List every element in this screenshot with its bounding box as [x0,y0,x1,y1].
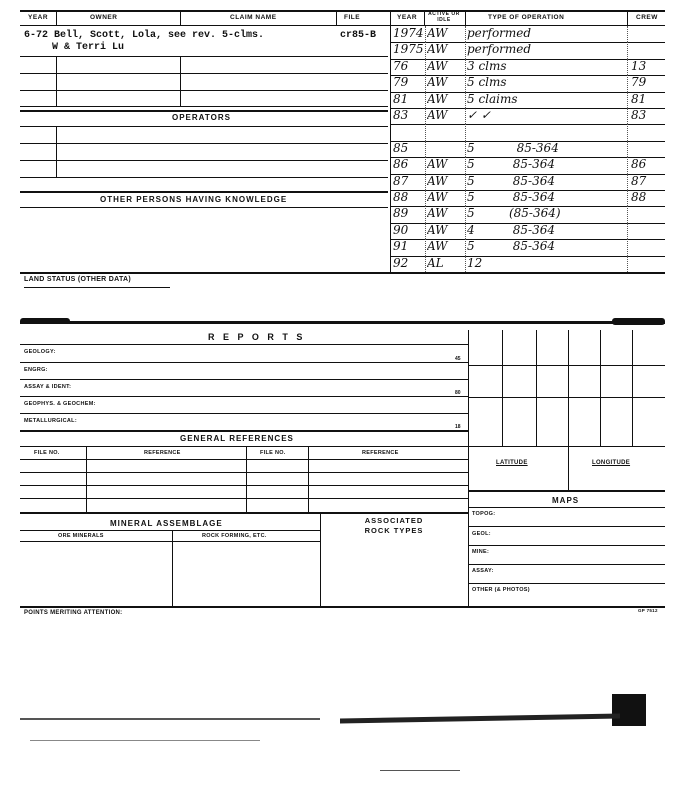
reports-line [20,430,468,432]
assay-num: 80 [455,390,461,396]
activity-status: AW [427,91,448,106]
activity-type: performed [467,26,532,40]
activity-crew: 13 [631,58,647,73]
activity-status: AL [427,255,444,270]
activity-crew: 79 [631,75,647,90]
mine-label: MINE: [472,549,490,555]
header-type-of-operation: TYPE OF OPERATION [488,14,565,21]
points-label: POINTS MERITING ATTENTION: [24,610,123,616]
activity-col-line [627,190,628,206]
maps-line [468,526,665,527]
activity-crew: 83 [631,108,647,122]
activity-type: 4 85-364 [467,222,556,237]
activity-status: AW [427,108,448,122]
activity-row [391,108,665,125]
activity-bottom [20,272,665,274]
activity-col-line [425,59,426,75]
grid-col [600,330,601,446]
activity-col-line [465,75,466,91]
owner-row-line [20,106,388,107]
owner-col-line [56,56,57,106]
grid-col [632,330,633,446]
latlong-sep [568,446,569,490]
activity-row [391,75,665,92]
engrg-label: ENGRG: [24,367,48,373]
activity-col-line [465,157,466,173]
scan-streak [20,718,320,720]
activity-type: 3 clms [467,58,507,73]
assay-label: ASSAY & IDENT: [24,384,72,390]
header-year: YEAR [28,14,49,21]
geol-label: GEOL: [472,531,491,537]
latitude-label: LATITUDE [496,460,528,466]
sep [336,10,337,26]
geology-label: GEOLOGY: [24,349,56,355]
grid-col [568,330,569,446]
maps-title: MAPS [552,496,580,505]
owner-row-line [20,73,388,74]
general-references-title: GENERAL REFERENCES [180,434,294,443]
activity-type: 5 clms [467,75,507,90]
activity-row [391,157,665,174]
activity-col-line [627,239,628,255]
activity-col-line [465,42,466,58]
bar-blot-left [20,318,70,324]
activity-year: 89 [393,206,409,221]
scan-streak [380,770,460,771]
activity-col-line [465,256,466,272]
activity-year: 1975 [393,42,424,57]
activity-year: 81 [393,91,409,106]
activity-year: 1974 [393,26,424,40]
activity-status: AW [427,26,448,40]
scan-streak [340,714,620,724]
activity-status: AW [427,206,448,221]
file-entry: cr85-B [340,30,377,41]
activity-year: 83 [393,108,409,122]
ref-bottom [20,512,468,514]
activity-year: 79 [393,75,409,90]
metal-num: 18 [455,424,461,430]
activity-col-line [627,42,628,58]
activity-status: AW [427,173,448,188]
activity-col-line [627,108,628,124]
operators-top [20,110,388,112]
top-border [20,10,665,12]
maps-line [468,583,665,584]
activity-row [391,190,665,207]
activity-type: 5 85-364 [467,140,559,155]
activity-col-line [425,157,426,173]
operators-col [56,126,57,177]
header-year-2: YEAR [397,14,418,21]
activity-row [391,256,665,273]
ref-reference: REFERENCE [144,450,181,456]
activity-col-line [465,92,466,108]
activity-col-line [627,124,628,140]
activity-col-line [627,223,628,239]
activity-col-line [465,124,466,140]
activity-row [391,239,665,256]
points-top [20,606,665,608]
activity-row [391,42,665,59]
geophys-label: GEOPHYS. & GEOCHEM: [24,401,96,407]
other-persons-title: OTHER PERSONS HAVING KNOWLEDGE [100,195,288,204]
activity-col-line [465,190,466,206]
mineral-col [320,512,321,606]
activity-col-line [465,174,466,190]
sep [424,10,425,26]
scan-streak [30,740,260,741]
activity-year: 76 [393,58,409,73]
ref-line [20,446,468,447]
topog-label: TOPOG: [472,511,496,517]
activity-year: 90 [393,222,409,237]
activity-col-line [425,174,426,190]
activity-col-line [425,190,426,206]
reports-line [20,344,468,345]
activity-row [391,206,665,223]
activity-col-line [425,108,426,124]
reports-line [20,396,468,397]
activity-col-line [425,141,426,157]
ref-file-no: FILE NO. [34,450,60,456]
ref-reference-2: REFERENCE [362,450,399,456]
activity-row [391,92,665,109]
maps-top [468,490,665,492]
activity-status: AW [427,58,448,73]
associated-rock-types-title: ASSOCIATED ROCK TYPES [364,516,424,535]
other-persons-line [20,207,388,208]
operators-line [20,160,388,161]
activity-col-line [627,141,628,157]
owner-line-2: W & Terri Lu [52,42,125,53]
reports-line [20,379,468,380]
bar-blot-right [612,318,665,325]
ref-col [246,446,247,512]
activity-year: 85 [393,140,409,155]
activity-col-line [425,42,426,58]
activity-status: AW [427,222,448,237]
activity-year: 86 [393,157,409,172]
land-status-underline [24,287,170,288]
activity-status: AW [427,190,448,204]
other-persons-top [20,191,388,193]
activity-status: AW [427,75,448,90]
sep [56,10,57,26]
header-claim-name: CLAIM NAME [230,14,277,21]
longitude-label: LONGITUDE [592,460,631,466]
reports-title: R E P O R T S [208,332,306,342]
activity-year: 92 [393,255,409,270]
activity-col-line [425,239,426,255]
ref-col [308,446,309,512]
activity-col-line [425,124,426,140]
operators-title: OPERATORS [172,113,231,122]
mineral-assemblage-title: MINERAL ASSEMBLAGE [110,519,223,528]
activity-crew: 88 [631,190,647,204]
activity-col-line [627,206,628,222]
grid-col [536,330,537,446]
sep [627,10,628,26]
owner-row-line [20,90,388,91]
activity-type: 5 85-364 [467,190,556,204]
activity-type: 12 [467,255,483,270]
reports-line [20,362,468,363]
other-photos-label: OTHER (& PHOTOS) [472,587,530,593]
owner-line-1: 6-72 Bell, Scott, Lola, see rev. 5-clms. [24,30,265,41]
activity-status: AW [427,239,448,254]
land-status-title: LAND STATUS (OTHER DATA) [24,276,132,283]
activity-row [391,141,665,158]
maps-line [468,507,665,508]
activity-col-line [425,26,426,42]
activity-col-line [465,26,466,42]
activity-crew: 87 [631,173,647,188]
reports-top-bar [20,321,665,324]
activity-col-line [465,108,466,124]
activity-col-line [425,75,426,91]
activity-col-line [465,223,466,239]
reports-line [20,413,468,414]
form-number: GP 7512 [638,608,658,613]
sep [465,10,466,26]
activity-col-line [627,26,628,42]
activity-col-line [465,239,466,255]
activity-row [391,174,665,191]
assay-map-label: ASSAY: [472,568,494,574]
activity-type: 5 85-364 [467,239,556,254]
grid-row [468,365,665,366]
operators-line [20,126,388,127]
grid-col [502,330,503,446]
ref-line [20,498,468,499]
mineral-line [20,530,320,531]
metallurgical-label: METALLURGICAL: [24,418,77,424]
operators-line [20,143,388,144]
activity-col-line [465,206,466,222]
operators-line [20,177,388,178]
activity-col-line [425,92,426,108]
mineral-line [20,541,320,542]
activity-col-line [465,141,466,157]
owner-row-line [20,56,388,57]
ref-line [20,459,468,460]
activity-type: 5 (85-364) [467,206,561,221]
activity-col-line [425,206,426,222]
activity-year: 88 [393,190,409,204]
maps-line [468,564,665,565]
sep [180,10,181,26]
activity-crew: 86 [631,157,647,172]
grid-row [468,397,665,398]
ref-line [20,485,468,486]
activity-type: 5 85-364 [467,157,556,172]
activity-type: ✓ ✓ [467,108,491,122]
ref-file-no-2: FILE NO. [260,450,286,456]
activity-year: 87 [393,173,409,188]
rock-forming-label: ROCK FORMING, ETC. [202,533,267,539]
activity-col-line [627,92,628,108]
mineral-col [172,530,173,606]
header-active-or-idle: ACTIVE OR IDLE [428,11,460,23]
activity-year: 91 [393,239,409,254]
activity-row [391,59,665,76]
activity-status: AW [427,157,448,172]
scan-blot [612,694,646,726]
header-file: FILE [344,14,361,21]
activity-type: performed [467,42,532,57]
activity-col-line [627,59,628,75]
activity-col-line [425,223,426,239]
grid-row [468,446,665,447]
activity-type: 5 claims [467,91,518,106]
activity-status: AW [427,42,448,57]
activity-row [391,124,665,141]
ore-minerals-label: ORE MINERALS [58,533,104,539]
header-owner: OWNER [90,14,118,21]
ref-line [20,472,468,473]
activity-type: 5 85-364 [467,173,556,188]
activity-col-line [627,256,628,272]
activity-col-line [627,174,628,190]
activity-col-line [425,256,426,272]
maps-line [468,545,665,546]
geology-num: 45 [455,356,461,362]
activity-row [391,223,665,240]
activity-crew: 81 [631,91,647,106]
activity-col-line [627,75,628,91]
owner-col-line [180,56,181,106]
activity-col-line [465,59,466,75]
ref-col [86,446,87,512]
header-crew: CREW [636,14,658,21]
activity-col-line [627,157,628,173]
activity-row [391,26,665,43]
